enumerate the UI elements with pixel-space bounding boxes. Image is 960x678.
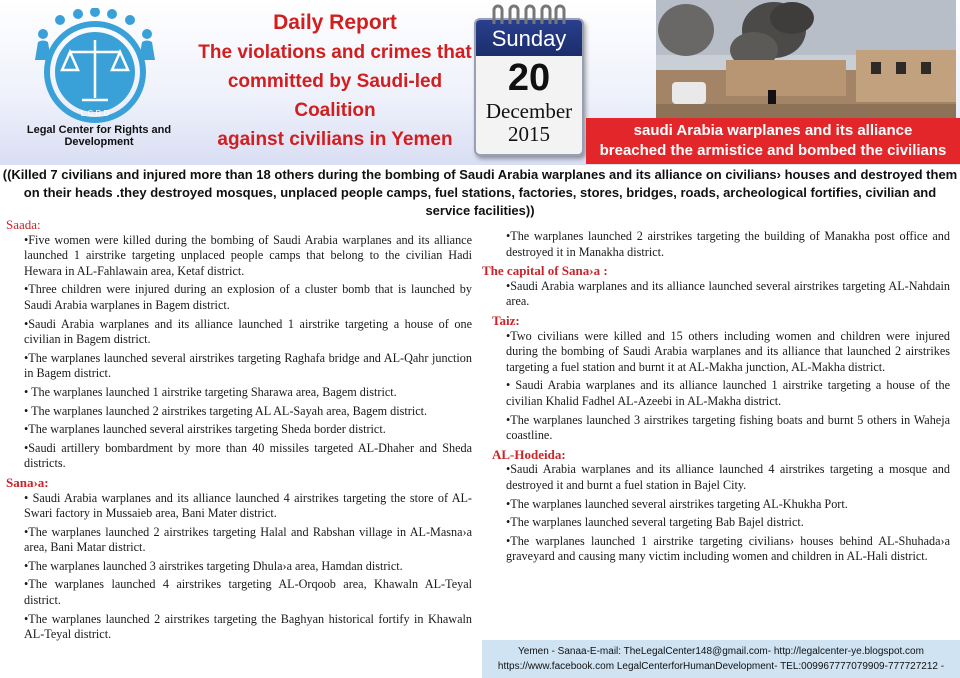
- title-line-2: The violations and crimes that: [198, 42, 472, 63]
- list-item: •Saudi Arabia warplanes and its alliance launched 4 airstrikes targeting a mosque and destroyed it and burnt a fuel station in Bajel City.: [506, 462, 950, 492]
- list-item: •The warplanes launched 2 airstrikes targeting the building of Manakha post office and destroyed it in Manakha district.: [506, 229, 950, 259]
- calendar-year: 2015: [508, 122, 550, 146]
- list-item: •The warplanes launched 1 airstrike targeting civilians› houses behind AL-Shuhada›a graveyard and causing many victim including women and children in AL-Hali district.: [506, 533, 950, 564]
- left-column: [6, 217, 472, 646]
- calendar-widget: [472, 4, 584, 154]
- logo-initials: L.C.R.D: [80, 109, 110, 118]
- list-item: •Three children were injured during an explosion of a cluster bomb that is launched by Saudi Arabia warplanes in Bagem district.: [24, 282, 472, 312]
- region-heading-capital: The capital of Sana›a :: [482, 263, 608, 279]
- report-header: [0, 0, 960, 165]
- list-item: •The warplanes launched 3 airstrikes targeting Dhula›a area, Hamdan district.: [24, 558, 403, 573]
- calendar-card: [474, 18, 584, 156]
- right-column: [482, 229, 950, 568]
- list-item: •The warplanes launched 3 airstrikes targeting fishing boats and burnt 5 others in Waheja coastline.: [506, 412, 950, 443]
- list-item: •The warplanes launched several airstrikes targeting Sheda border district.: [24, 422, 386, 437]
- footer-line-1: Yemen - Sanaa-E-mail: TheLegalCenter148@gmail.com- http://legalcenter-ye.blogspot.com: [518, 646, 924, 657]
- region-heading-hodeida: AL-Hodeida:: [492, 446, 566, 462]
- list-item: • Saudi Arabia warplanes and its alliance launched 4 airstrikes targeting the store of AL-Swari factory in Mussaieb area, Bani Mater district.: [24, 490, 472, 521]
- list-item: •The warplanes launched several targeting Bab Bajel district.: [506, 515, 804, 530]
- headline-banner: [586, 118, 960, 164]
- title-line-1: Daily Report: [273, 11, 397, 34]
- footer-line-2: https://www.facebook.com LegalCenterforHumanDevelopment- TEL:009967777079909-777727212 -: [497, 661, 945, 672]
- list-item: •The warplanes launched 2 airstrikes targeting Halal and Rabshan village in AL-Masna›a area, Bani Matar district.: [24, 524, 472, 555]
- calendar-rings-icon: [486, 4, 570, 26]
- list-item: • Saudi Arabia warplanes and its alliance launched 1 airstrike targeting a house of the civilian Khalid Fadhel AL-Azeebi in AL-Makha district.: [506, 378, 950, 408]
- list-item: •The warplanes launched several airstrikes targeting Raghafa bridge and AL-Qahr junction in Bagem district.: [24, 350, 472, 381]
- list-item: •The warplanes launched several airstrikes targeting AL-Khukha Port.: [506, 496, 848, 511]
- banner-line-2: breached the armistice and bombed the civilians: [599, 142, 947, 159]
- region-heading-sanaa: Sana›a:: [6, 474, 49, 490]
- list-item: •Five women were killed during the bombing of Saudi Arabia warplanes and its alliance launched 1 airstrike targeting unplaced people camps that belong to the civilian Hadi Hewara in AL-Fahlawain area, Ketaf district.: [24, 232, 472, 278]
- banner-line-1: saudi Arabia warplanes and its alliance: [633, 122, 913, 139]
- calendar-day: Sunday: [476, 20, 582, 56]
- list-item: •Two civilians were killed and 15 others including women and children were injured during the bombing of Saudi Arabia warplanes and its alliance that launched 2 airstrikes targeting a fuel station and burnt it at AL-Makha junction, AL-Makha district.: [506, 328, 950, 374]
- title-line-3: committed by Saudi-led Coalition: [227, 71, 443, 121]
- summary-text: ((Killed 7 civilians and injured more than 18 others during the bombing of Saudi Arabia warplanes and its alliance on civilians› houses and destroyed them on their heads .they destroyed mosques, unplaced people camps, fuel stations, factories, stores, bridges, roads, archeological fortifies, civilian and service facilities)): [2, 167, 958, 218]
- title-line-4: against civilians in Yemen: [217, 129, 453, 150]
- airstrike-photo: [656, 0, 956, 118]
- list-item: •Saudi Arabia warplanes and its alliance launched several airstrikes targeting AL-Nahdain area.: [506, 278, 950, 309]
- list-item: •Saudi artillery bombardment by more than 40 missiles targeted AL-Dhaher and Sheda districts.: [24, 440, 472, 471]
- calendar-date: 20: [507, 57, 551, 99]
- calendar-month: December: [485, 99, 573, 123]
- report-title: [190, 8, 480, 154]
- list-item: • The warplanes launched 1 airstrike targeting Sharawa area, Bagem district.: [24, 384, 397, 399]
- org-name: Legal Center for Rights and Development: [26, 124, 172, 148]
- list-item: •The warplanes launched 4 airstrikes targeting AL-Orqoob area, Khawaln AL-Teyal district.: [24, 577, 472, 608]
- list-item: •Saudi Arabia warplanes and its alliance launched 1 airstrike targeting a house of one civilian in Bagem district.: [24, 316, 472, 347]
- list-item: • The warplanes launched 2 airstrikes targeting AL AL-Sayah area, Bagem district.: [24, 403, 428, 418]
- list-item: •The warplanes launched 2 airstrikes targeting the Baghyan historical fortify in Khawaln AL-Teyal district.: [24, 611, 472, 642]
- region-heading-saada: Saada:: [6, 217, 41, 232]
- contact-footer: [482, 640, 960, 678]
- lcrd-logo: [8, 8, 183, 143]
- region-heading-taiz: Taiz:: [492, 312, 520, 328]
